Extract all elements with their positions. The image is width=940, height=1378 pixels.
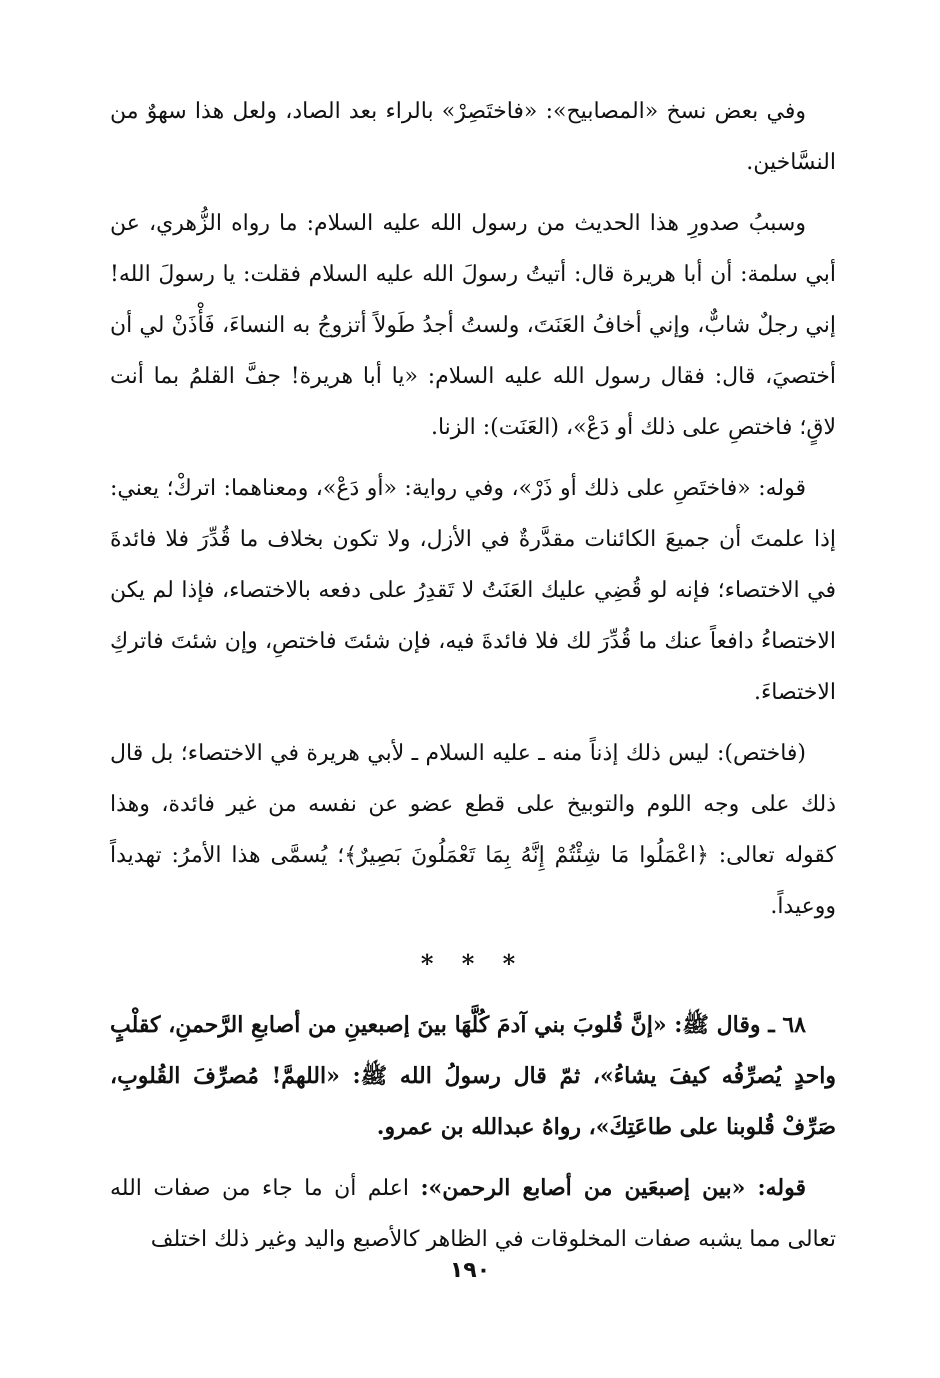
commentary-text: اعلم أن ما جاء من صفات الله تعالى مما يشبه صفات المخلوقات في الظاهر كالأصبع واليد وغير ذلك اختلف <box>110 1176 836 1252</box>
paragraph-masabih-variant: وفي بعض نسخ «المصابيح»: «فاختَصِرْ» بالراء بعد الصاد، ولعل هذا سهوٌ من النسَّاخين. <box>110 99 836 175</box>
section-divider: * * * <box>420 949 526 978</box>
hadith-68-text: ٦٨ ـ وقال ﷺ: «إنَّ قُلوبَ بني آدمَ كُلَّهَا بينَ إصبعينِ من أصابعِ الرَّحمنِ، كقلْبٍ واحدٍ يُصرِّفُه كيفَ يشاءُ»، ثمّ قال رسولُ الله ﷺ: «اللهمَّ! مُصرِّفَ القُلوبِ، صَرِّفْ قُلوبنا على طاعَتِكَ»، رواهُ عبدالله بن عمرو. <box>110 1012 836 1140</box>
paragraph-meaning: قوله: «فاختَصِ على ذلك أو ذَرْ»، وفي رواية: «أو دَعْ»، ومعناهما: اتركْ؛ يعني: إذا علمتَ أن جميعَ الكائنات مقدَّرةٌ في الأزل، ولا تكون بخلاف ما قُدِّرَ فلا فائدةَ في الاختصاء؛ فإنه لو قُضِي عليك العَنَتُ لا تَقدِرُ على دفعه بالاختصاء، فإذا لم يكن الاختصاءُ دافعاً عنك ما قُدِّرَ لك فلا فائدةَ فيه، فإن شئتَ فاختصِ، وإن شئتَ فاتركِ الاختصاءَ. <box>110 476 836 705</box>
page-number: ١٩٠ <box>449 1258 491 1283</box>
paragraph-commentary <box>110 1163 836 1265</box>
commentary-lead: قوله: «بين إصبعَين من أصابع الرحمن»: <box>420 1175 806 1201</box>
paragraph-hadith-cause: وسببُ صدورِ هذا الحديث من رسول الله عليه السلام: ما رواه الزُّهري، عن أبي سلمة: أن أبا هريرة قال: أتيتُ رسولَ الله عليه السلام فقلت: يا رسولَ الله! إني رجلٌ شابٌّ، وإني أخافُ العَنَتَ، ولستُ أجدُ طَولاً أتزوجُ به النساءَ، فَأْذَنْ لي أن أختصيَ، قال: فقال رسول الله عليه السلام: «يا أبا هريرة! جفَّ القلمُ بما أنت لاقٍ؛ فاختصِ على ذلك أو دَعْ»، (العَنَت): الزنا. <box>110 211 836 440</box>
page-body <box>110 86 836 1275</box>
paragraph-rebuke: (فاختص): ليس ذلك إذناً منه ـ عليه السلام ـ لأبي هريرة في الاختصاء؛ بل قال ذلك على وجه اللوم والتوبيخ على قطع عضو عن نفسه من غير فائدة، وهذا كقوله تعالى: ﴿اعْمَلُوا مَا شِئْتُمْ إِنَّهُ بِمَا تَعْمَلُونَ بَصِيرٌ﴾؛ يُسمَّى هذا الأمرُ: تهديداً ووعيداً. <box>110 741 836 919</box>
